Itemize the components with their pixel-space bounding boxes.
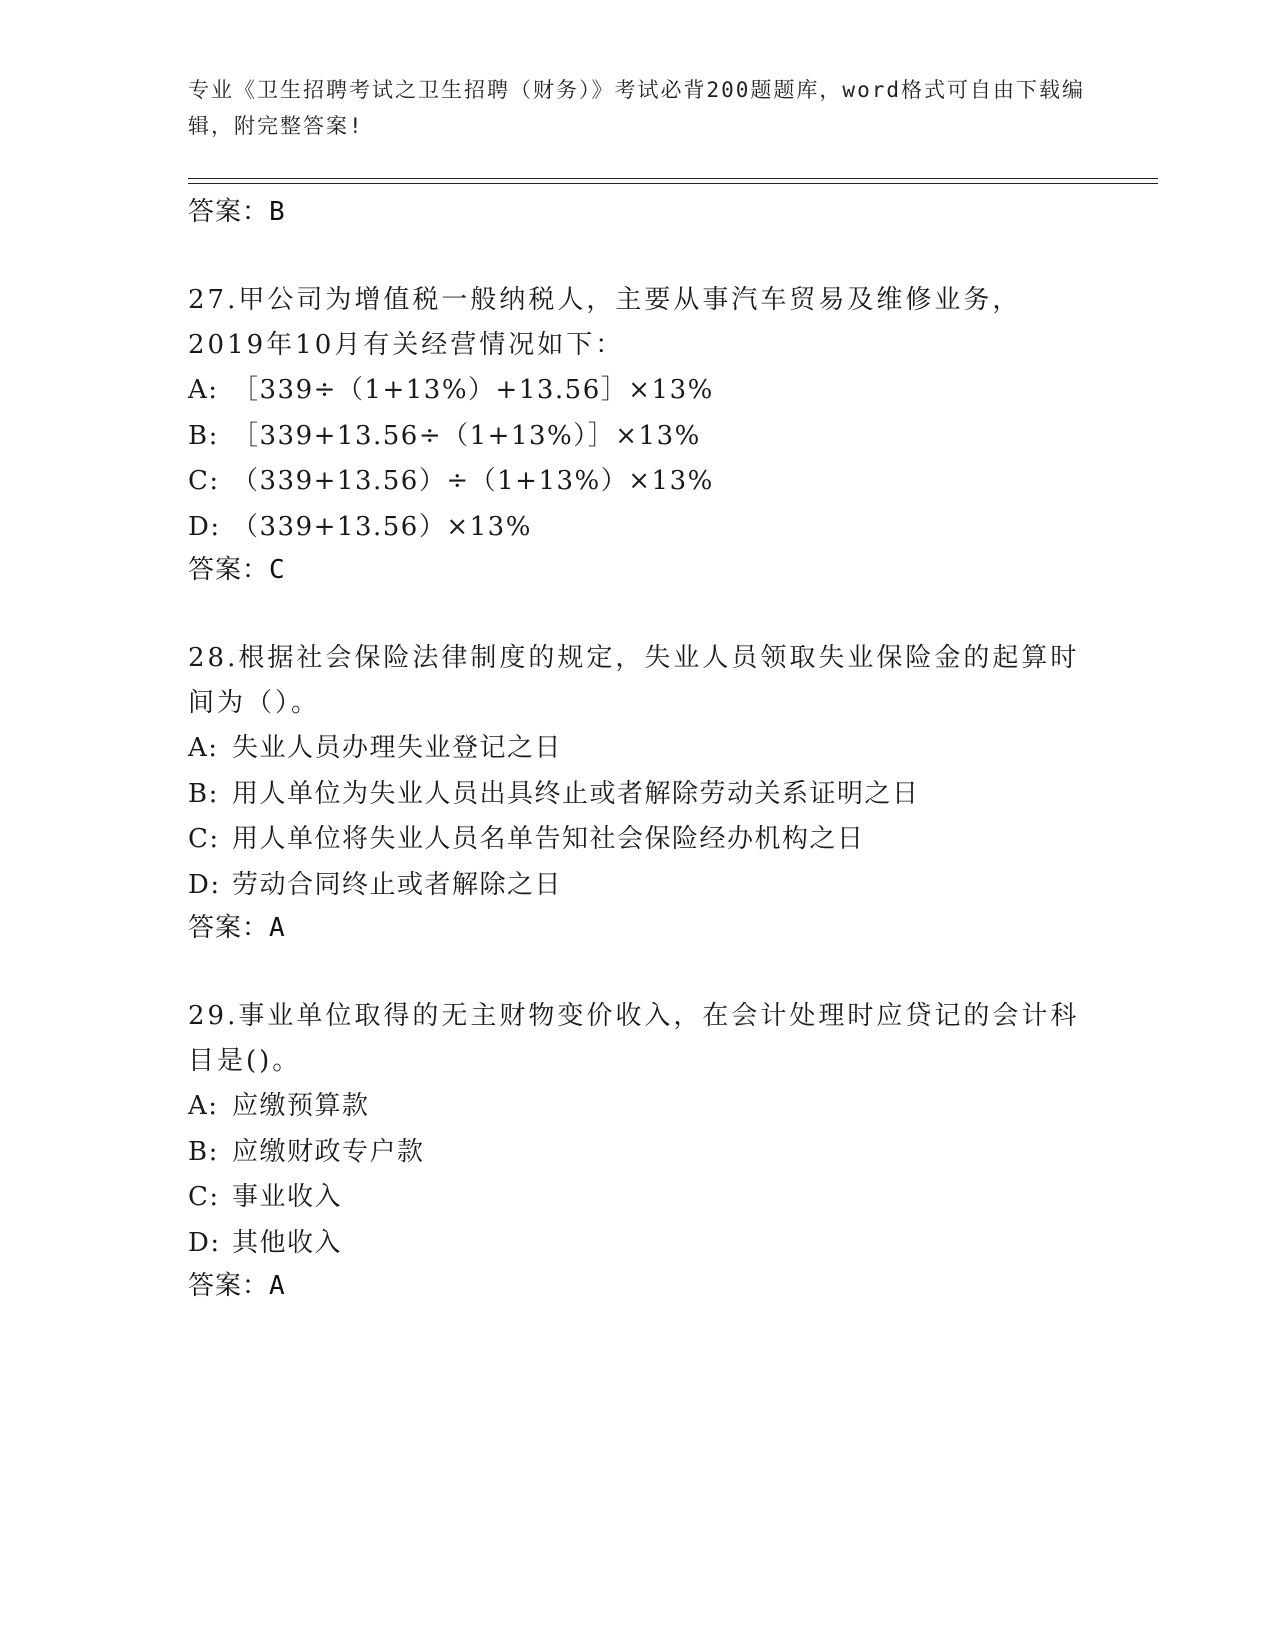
option-letter: C: xyxy=(188,466,220,496)
option-letter: D: xyxy=(188,511,221,542)
option-text: 应缴预算款 xyxy=(232,1091,370,1121)
option-letter: C: xyxy=(188,1182,220,1212)
question-stem: 29.事业单位取得的无主财物变价收入，在会计处理时应贷记的会计科目是()。 xyxy=(188,1001,1080,1076)
question-stem: 27.甲公司为增值税一般纳税人，主要从事汽车贸易及维修业务，2019年10月有关经营情况如下： xyxy=(188,285,1022,360)
option-letter: C: xyxy=(188,824,220,854)
question-stem: 28.根据社会保险法律制度的规定，失业人员领取失业保险金的起算时间为（）。 xyxy=(188,643,1080,718)
option-text: ［339+13.56÷（1+13%）］×13% xyxy=(232,420,701,451)
document-header: 专业《卫生招聘考试之卫生招聘（财务）》考试必背200题题库，word格式可自由下载编辑，附完整答案! xyxy=(188,78,1085,138)
option-letter: D: xyxy=(188,1227,221,1258)
option-a xyxy=(188,726,1088,772)
option-text: ［339÷（1+13%）+13.56］×13% xyxy=(232,375,714,405)
question-27 xyxy=(188,278,1088,590)
option-text: 用人单位为失业人员出具终止或者解除劳动关系证明之日 xyxy=(232,778,920,809)
option-a xyxy=(188,368,1088,414)
answer-line: 答案：A xyxy=(188,913,286,943)
header-divider-bottom xyxy=(188,183,1158,184)
option-letter: A: xyxy=(188,733,219,763)
option-text: 应缴财政专户款 xyxy=(232,1136,425,1167)
answer-line: 答案：A xyxy=(188,1271,286,1301)
option-b xyxy=(188,414,1088,460)
option-text: 失业人员办理失业登记之日 xyxy=(232,733,563,763)
option-d xyxy=(188,505,1088,551)
option-text: 劳动合同终止或者解除之日 xyxy=(232,869,563,900)
option-letter: A: xyxy=(188,1091,219,1121)
question-29 xyxy=(188,994,1088,1306)
option-text: （339+13.56）÷（1+13%）×13% xyxy=(232,466,714,496)
option-letter: B: xyxy=(188,420,219,451)
option-text: 用人单位将失业人员名单告知社会保险经办机构之日 xyxy=(232,824,865,854)
option-text: （339+13.56）×13% xyxy=(232,511,532,542)
option-c xyxy=(188,1175,1088,1221)
option-a xyxy=(188,1084,1088,1130)
option-c xyxy=(188,459,1088,505)
option-text: 事业收入 xyxy=(232,1182,343,1212)
header-divider-top xyxy=(188,178,1158,179)
option-d xyxy=(188,863,1088,909)
option-letter: B: xyxy=(188,778,219,809)
option-c xyxy=(188,817,1088,863)
option-letter: A: xyxy=(188,375,219,405)
answer-line: 答案：C xyxy=(188,555,286,585)
option-d xyxy=(188,1221,1088,1267)
option-letter: B: xyxy=(188,1136,219,1167)
option-text: 其他收入 xyxy=(232,1227,343,1258)
question-28 xyxy=(188,636,1088,948)
answer-line: 答案：B xyxy=(188,197,286,227)
document-body xyxy=(188,192,1088,1306)
option-b xyxy=(188,772,1088,818)
option-letter: D: xyxy=(188,869,221,900)
option-b xyxy=(188,1130,1088,1176)
